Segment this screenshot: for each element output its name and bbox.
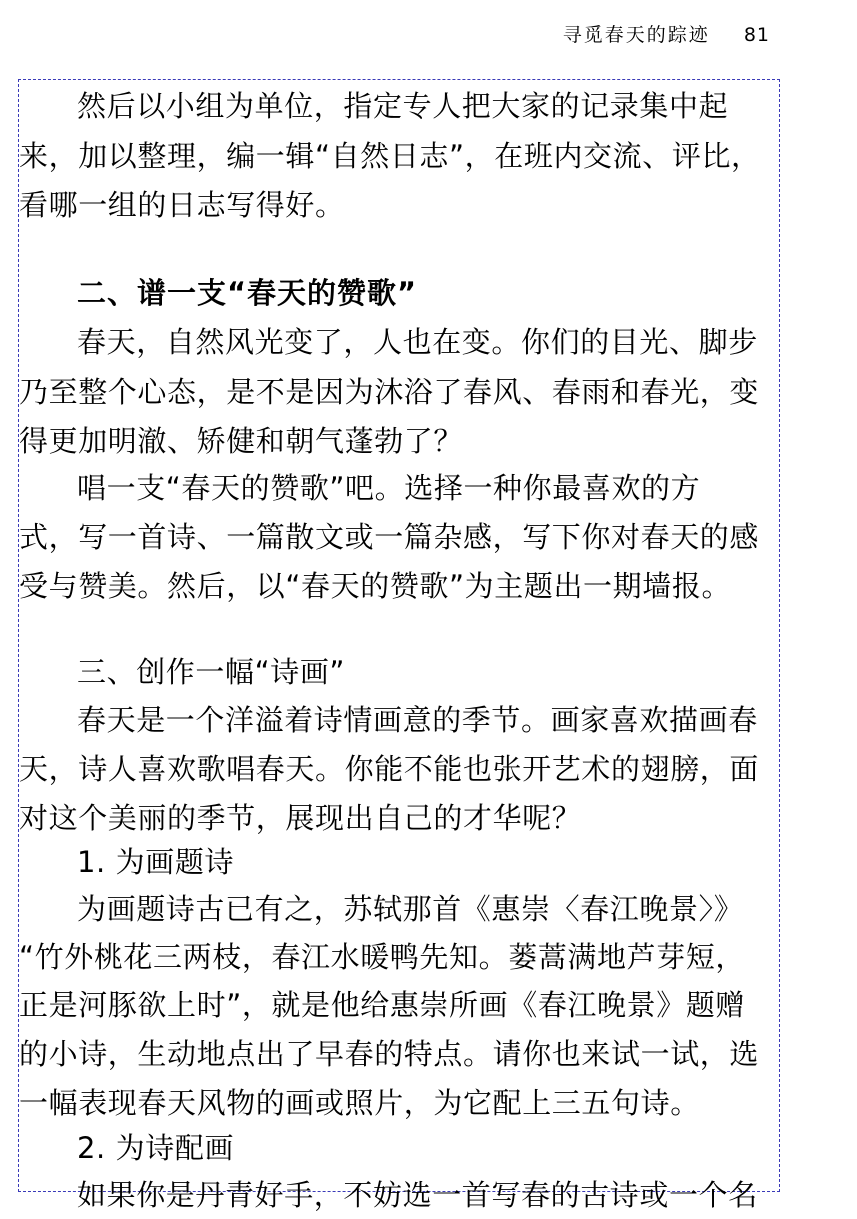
- text-line: 式，写一首诗、一篇散文或一篇杂感，写下你对春天的感: [19, 520, 760, 554]
- text-line: 看哪一组的日志写得好。: [19, 188, 345, 222]
- text-line: 唱一支“春天的赞歌”吧。选择一种你最喜欢的方: [77, 471, 701, 505]
- running-title: 寻觅春天的踪迹: [562, 24, 710, 46]
- text-line: 2. 为诗配画: [77, 1131, 235, 1165]
- text-frame: [18, 79, 780, 1212]
- text-line: 1. 为画题诗: [77, 845, 235, 879]
- text-line: 对这个美丽的季节，展现出自己的才华呢？: [19, 801, 582, 835]
- text-line: “竹外桃花三两枝，春江水暖鸭先知。蒌蒿满地芦芽短，: [19, 940, 746, 974]
- text-line: 春天是一个洋溢着诗情画意的季节。画家喜欢描画春: [77, 703, 758, 737]
- text-line: 乃至整个心态，是不是因为沐浴了春风、春雨和春光，变: [19, 375, 760, 409]
- text-line: 然后以小组为单位，指定专人把大家的记录集中起: [77, 89, 729, 123]
- running-header: [563, 20, 770, 47]
- text-line: 天，诗人喜欢歌唱春天。你能不能也张开艺术的翅膀，面: [19, 752, 760, 786]
- text-line: 春天，自然风光变了，人也在变。你们的目光、脚步: [77, 325, 758, 359]
- text-line: 如果你是丹青好手，不妨选一首写春的古诗或一个名: [77, 1178, 758, 1212]
- text-line: 得更加明澈、矫健和朝气蓬勃了？: [19, 424, 464, 458]
- text-line: 三、创作一幅“诗画”: [77, 655, 346, 689]
- text-line: 受与赞美。然后，以“春天的赞歌”为主题出一期墙报。: [19, 569, 732, 603]
- text-line: 来，加以整理，编一辑“自然日志”，在班内交流、评比，: [19, 139, 761, 173]
- text-line: 为画题诗古已有之，苏轼那首《惠崇〈春江晚景〉》: [77, 892, 744, 926]
- text-line: 的小诗，生动地点出了早春的特点。请你也来试一试，选: [19, 1037, 760, 1071]
- section-heading: 二、谱一支“春天的赞歌”: [77, 276, 418, 310]
- text-line: 一幅表现春天风物的画或照片，为它配上三五句诗。: [19, 1086, 700, 1120]
- page-number: 81: [743, 24, 770, 46]
- text-line: 正是河豚欲上时”，就是他给惠崇所画《春江晚景》题赠: [19, 988, 746, 1022]
